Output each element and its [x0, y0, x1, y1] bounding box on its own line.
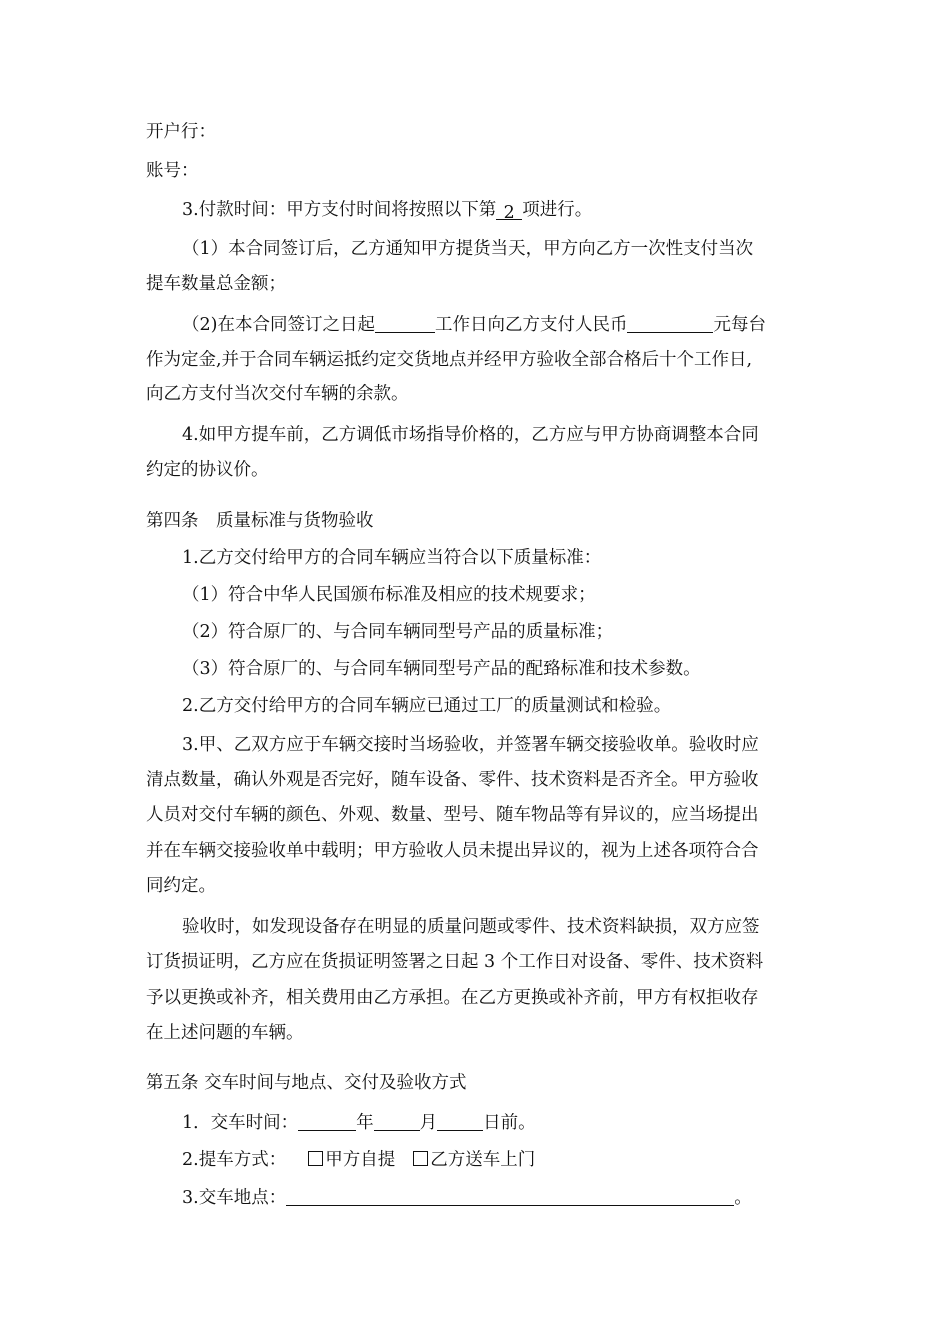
a4-item3-line5: 同约定。 — [146, 876, 216, 896]
day-blank — [437, 1112, 483, 1131]
a4-inspection-line1: 验收时，如发现设备存在明显的质量问题或零件、技术资料缺损，双方应签 — [182, 917, 760, 937]
checkbox-self-pickup[interactable] — [308, 1151, 323, 1166]
option2-line3: 向乙方支付当次交付车辆的余款。 — [146, 384, 409, 404]
month-blank — [374, 1112, 420, 1131]
workdays-blank — [375, 314, 435, 333]
a4-inspection-line4: 在上述问题的车辆。 — [146, 1023, 304, 1043]
a4-item1-sub3: （3）符合原厂的、与合同车辆同型号产品的配臵标准和技术参数。 — [182, 659, 701, 679]
a5-pickup-method: 2.提车方式： 甲方自提 乙方送车上门 — [182, 1150, 536, 1170]
a4-item1-sub1: （1）符合中华人民国颁布标准及相应的技术规要求； — [182, 585, 596, 605]
checkbox-seller-delivery[interactable] — [413, 1151, 428, 1166]
option2-line2: 作为定金,并于合同车辆运抵约定交货地点并经甲方验收全部合格后十个工作日, — [146, 350, 753, 370]
a4-item3-line1: 3.甲、乙双方应于车辆交接时当场验收，并签署车辆交接验收单。验收时应 — [182, 735, 759, 755]
a4-item1: 1.乙方交付给甲方的合同车辆应当符合以下质量标准： — [182, 548, 602, 568]
a4-item2: 2.乙方交付给甲方的合同车辆应已通过工厂的质量测试和检验。 — [182, 696, 672, 716]
item4-line1: 4.如甲方提车前，乙方调低市场指导价格的，乙方应与甲方协商调整本合同 — [182, 425, 759, 445]
a5-delivery-time: 1．交车时间： 年 月 日前。 — [182, 1113, 536, 1133]
article4-title: 第四条 质量标准与货物验收 — [146, 511, 374, 531]
a4-inspection-line3: 予以更换或补齐，相关费用由乙方承担。在乙方更换或补齐前，甲方有权拒收存 — [146, 988, 759, 1008]
a4-inspection-line2: 订货损证明，乙方应在货损证明签署之日起 3 个工作日对设备、零件、技术资料 — [146, 952, 764, 972]
payment-time-line: 3.付款时间：甲方支付时间将按照以下第 2 项进行。 — [182, 200, 593, 223]
payment-option-blank: 2 — [496, 201, 522, 220]
year-blank — [298, 1112, 356, 1131]
bank-line: 开户行： — [146, 122, 216, 142]
a4-item3-line4: 并在车辆交接验收单中载明；甲方验收人员未提出异议的，视为上述各项符合合 — [146, 841, 759, 861]
article5-title: 第五条 交车时间与地点、交付及验收方式 — [146, 1073, 467, 1093]
item4-line2: 约定的协议价。 — [146, 460, 269, 480]
a4-item1-sub2: （2）符合原厂的、与合同车辆同型号产品的质量标准； — [182, 622, 614, 642]
delivery-place-blank — [286, 1187, 734, 1206]
deposit-amount-blank — [627, 314, 713, 333]
option1-line1: （1）本合同签订后，乙方通知甲方提货当天，甲方向乙方一次性支付当次 — [182, 239, 754, 259]
a4-item3-line2: 清点数量，确认外观是否完好，随车设备、零件、技术资料是否齐全。甲方验收 — [146, 770, 759, 790]
account-line: 账号： — [146, 161, 199, 181]
a5-delivery-place: 3.交车地点： 。 — [182, 1188, 752, 1208]
a4-item3-line3: 人员对交付车辆的颜色、外观、数量、型号、随车物品等有异议的，应当场提出 — [146, 805, 759, 825]
option2-line1: （2)在本合同签订之日起 工作日向乙方支付人民币 元每台 — [182, 315, 766, 335]
option1-line2: 提车数量总金额； — [146, 274, 286, 294]
